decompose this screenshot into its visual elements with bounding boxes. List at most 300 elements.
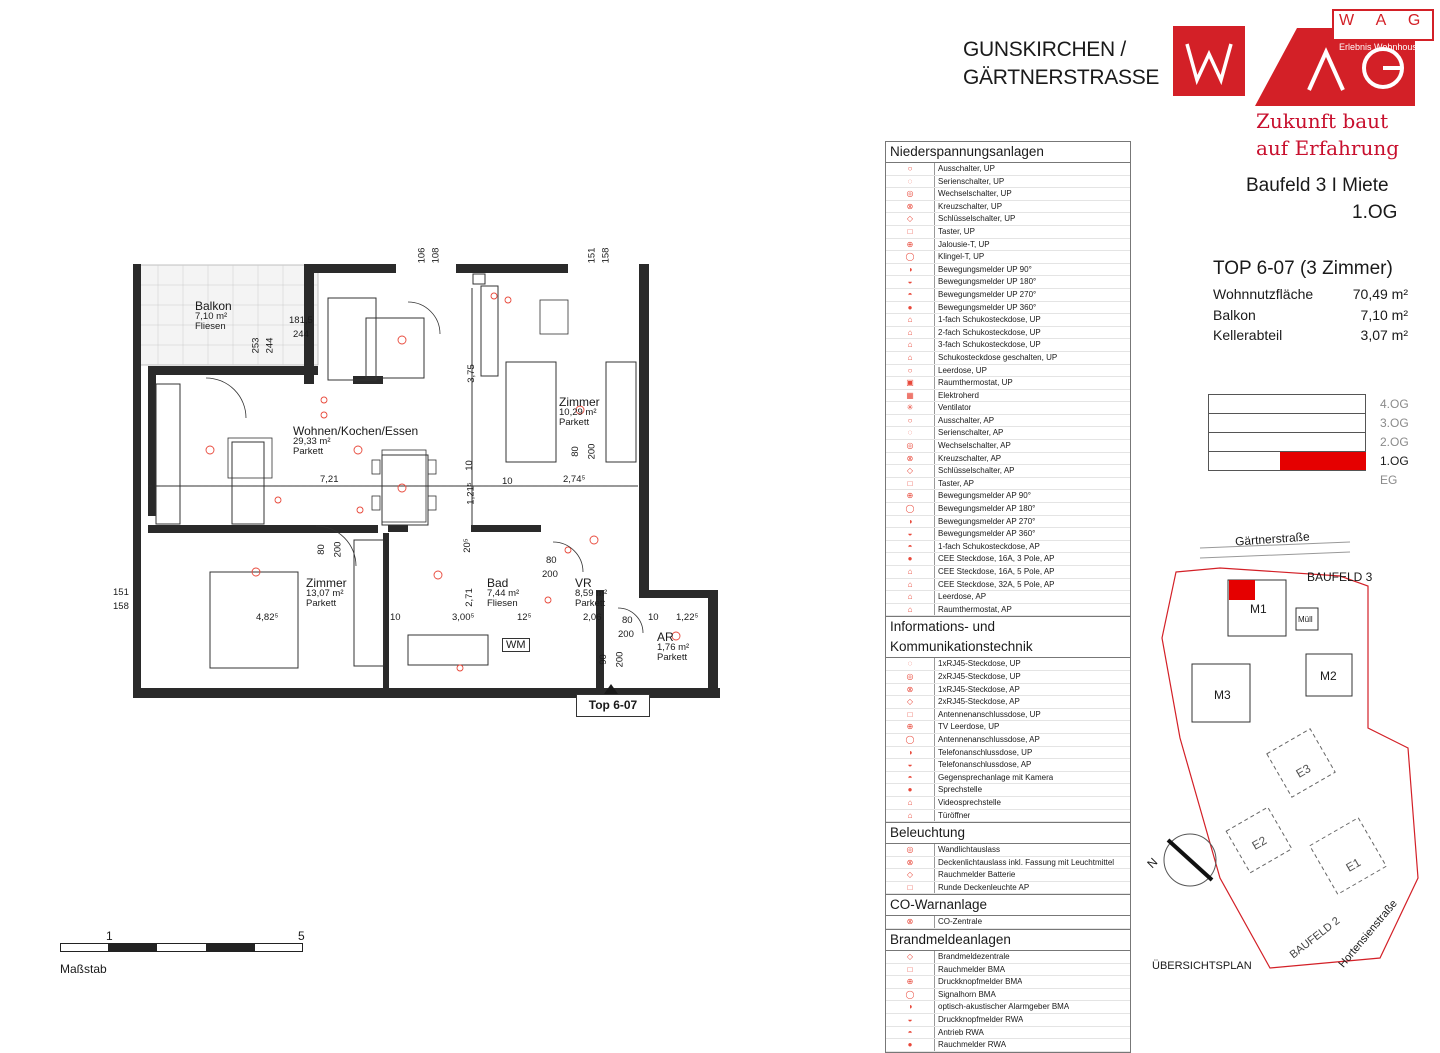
floor-level (1208, 451, 1440, 470)
dimension-label: 200 (332, 541, 344, 558)
legend-item-label: Bewegungsmelder AP 90° (938, 491, 1031, 501)
legend-symbol-icon: ⌂ (886, 339, 935, 351)
floor-plan (113, 247, 728, 715)
dimension-label: 158 (113, 601, 129, 612)
legend-row (886, 163, 1130, 176)
dimension-label: 80 (546, 555, 557, 566)
legend-symbol-icon: ▦ (886, 390, 935, 402)
legend-row (886, 857, 1130, 870)
entry-arrow-icon (604, 684, 618, 694)
dimension-label: 10 (502, 476, 513, 487)
room-floor: Parkett (575, 598, 606, 609)
room-name: Zimmer (559, 395, 600, 409)
washing-machine-label: WM (502, 638, 530, 652)
legend-symbol-icon: ◎ (886, 440, 935, 452)
legend-row (886, 453, 1130, 466)
floor-level-label: 1.OG (1380, 454, 1409, 468)
dimension-label: 2,74⁵ (563, 474, 586, 485)
legend-symbol-icon: ⊗ (886, 916, 935, 928)
room-floor: Parkett (559, 417, 590, 428)
dimension-label: 90 (597, 654, 609, 665)
legend-symbol-icon: ◓ (886, 772, 935, 784)
logo-small-text: Erlebnis Wohnhouse. (1339, 42, 1425, 52)
project-line1: GUNSKIRCHEN / (963, 38, 1126, 61)
legend-symbol-icon: ⌂ (886, 352, 935, 364)
legend-symbol-icon: ⌂ (886, 604, 935, 616)
legend-symbol-icon: ⊗ (886, 857, 935, 869)
legend-item-label: Ventilator (938, 403, 972, 413)
legend-symbol-icon: ◇ (886, 696, 935, 708)
room-name: Wohnen/Kochen/Essen (293, 424, 419, 438)
floor-label: 1.OG (1352, 202, 1398, 223)
legend-section-title: Informations- und Kommunikationstechnik (886, 617, 1130, 658)
legend-symbol-icon: ⌂ (886, 797, 935, 809)
legend-item-label: Bewegungsmelder UP 180° (938, 277, 1037, 287)
legend-symbol-icon: □ (886, 709, 935, 721)
legend-symbol-icon: ◯ (886, 503, 935, 515)
legend-symbol-icon: ◇ (886, 869, 935, 881)
legend-item-label: Wechselschalter, AP (938, 441, 1011, 451)
legend-item-label: 2-fach Schukosteckdose, UP (938, 327, 1041, 337)
dimension-label: 108 (430, 247, 442, 264)
legend-row (886, 377, 1130, 390)
dimension-label: 3,00⁵ (452, 612, 475, 623)
legend-row (886, 784, 1130, 797)
legend-item-label: Serienschalter, UP (938, 176, 1005, 186)
legend-row (886, 440, 1130, 453)
legend-symbol-icon: ⊗ (886, 201, 935, 213)
legend-item-label: Brandmeldezentrale (938, 952, 1010, 962)
legend-item-label: CEE Steckdose, 16A, 5 Pole, AP (938, 567, 1055, 576)
legend-item-label: 2xRJ45-Steckdose, UP (938, 671, 1021, 681)
legend-row (886, 465, 1130, 478)
area-row (1213, 307, 1408, 328)
legend-item-label: Deckenlichtauslass inkl. Fassung mit Leuchtmittel (938, 857, 1115, 867)
legend-section-title: CO-Warnanlage (886, 895, 1130, 916)
unit-areas (1213, 286, 1408, 348)
legend-row (886, 365, 1130, 378)
room-area: 7,44 m² (487, 588, 520, 599)
legend-row (886, 951, 1130, 964)
legend-row (886, 415, 1130, 428)
room-floor: Parkett (293, 446, 324, 457)
floor-level (1208, 432, 1440, 451)
dimension-label: 10 (390, 612, 401, 623)
legend-symbol-icon: ⊗ (886, 453, 935, 465)
floor-level-label: 3.OG (1380, 416, 1409, 430)
legend-section (886, 894, 1130, 929)
legend-item-label: Antennenanschlussdose, UP (938, 709, 1041, 719)
room-floor: Fliesen (487, 598, 518, 609)
legend-row (886, 188, 1130, 201)
building-label: E3 (1293, 761, 1314, 781)
room-wohnen (293, 425, 418, 457)
project-title (963, 36, 1159, 92)
legend-symbol-icon: ⌂ (886, 579, 935, 591)
building-label: M1 (1250, 602, 1267, 616)
floor-level (1208, 413, 1440, 432)
legend-symbol-icon: ◎ (886, 188, 935, 200)
legend-item-label: Antennenanschlussdose, AP (938, 734, 1040, 744)
street-label: Hortensienstraße (1336, 897, 1400, 971)
dimension-label: 80 (315, 544, 327, 555)
room-name: VR (575, 576, 592, 590)
legend-symbol-icon: ◎ (886, 671, 935, 683)
legend-item-label: Bewegungsmelder UP 90° (938, 264, 1032, 274)
legend-symbol-icon: ◓ (886, 541, 935, 553)
legend-row (886, 201, 1130, 214)
legend-row (886, 658, 1130, 671)
legend-symbol-icon: ⊕ (886, 490, 935, 502)
legend-row (886, 844, 1130, 857)
legend-section (886, 929, 1130, 1052)
dimension-label: 106 (416, 247, 428, 264)
floor-line (1208, 394, 1366, 413)
floor-level-label: 4.OG (1380, 397, 1409, 411)
floor-line (1208, 413, 1366, 432)
legend-item-label: CO-Zentrale (938, 917, 983, 927)
legend-item-label: Elektroherd (938, 390, 979, 400)
area-value: 3,07 m² (1360, 327, 1408, 343)
legend-symbol-icon: ◑ (886, 516, 935, 528)
legend-item-label: 1xRJ45-Steckdose, AP (938, 684, 1020, 694)
area-value: 7,10 m² (1360, 306, 1408, 323)
legend-row (886, 1039, 1130, 1052)
legend-item-label: Gegensprechanlage mit Kamera (938, 772, 1054, 782)
legend-item-label: Jalousie-T, UP (938, 239, 990, 249)
legend-row (886, 772, 1130, 785)
legend-symbol-icon: ● (886, 302, 935, 314)
w-letter-icon (1173, 26, 1245, 96)
room-balkon (195, 300, 232, 332)
area-value: 70,49 m² (1352, 286, 1408, 302)
dimension-label: 151 (586, 247, 598, 264)
legend-row (886, 810, 1130, 823)
room-name: Bad (487, 576, 509, 590)
dimension-label: 4,82⁵ (256, 612, 279, 623)
legend-symbol-icon: ○ (886, 415, 935, 427)
dimension-label: 20⁵ (461, 538, 473, 553)
dimension-label: 80 (569, 446, 581, 457)
legend-item-label: Telefonanschlussdose, AP (938, 760, 1032, 770)
legend-row (886, 503, 1130, 516)
legend-item-label: Antrieb RWA (938, 1027, 984, 1037)
legend-row (886, 797, 1130, 810)
dimension-label: 7,21 (320, 474, 339, 485)
legend-symbol-icon: ● (886, 553, 935, 565)
legend-item-label: 3-fach Schukosteckdose, UP (938, 340, 1041, 350)
legend-row (886, 869, 1130, 882)
building-label: E2 (1249, 833, 1270, 853)
room-floor: Parkett (657, 652, 688, 663)
scale-label: Maßstab (60, 962, 107, 976)
legend-item-label: Ausschalter, AP (938, 415, 995, 425)
legend-symbol-icon: ▣ (886, 377, 935, 389)
baufeld-info (1246, 172, 1398, 223)
legend-item-label: Druckknopfmelder RWA (938, 1015, 1024, 1025)
baufeld2-label: BAUFELD 2 (1287, 914, 1343, 962)
dimension-label: 2,06 (583, 612, 602, 623)
legend-item-label: Leerdose, AP (938, 592, 987, 602)
legend-symbol-icon: ⌂ (886, 591, 935, 603)
legend-item-label: Bewegungsmelder AP 360° (938, 529, 1036, 539)
legend-symbol-icon: ⊕ (886, 721, 935, 733)
room-floor: Parkett (306, 598, 337, 609)
legend-symbol-icon: ✳ (886, 402, 935, 414)
legend-item-label: Ausschalter, UP (938, 164, 995, 173)
area-label: Kellerabteil (1213, 327, 1283, 343)
legend-section (886, 142, 1130, 616)
dimension-label: 1,21⁵ (465, 482, 477, 505)
unit-tag: Top 6-07 (576, 694, 650, 717)
legend-symbol-icon: ⊕ (886, 239, 935, 251)
legend-row (886, 541, 1130, 554)
legend-item-label: Raumthermostat, AP (938, 604, 1012, 614)
legend-symbol-icon: ◒ (886, 1014, 935, 1026)
legend-row (886, 339, 1130, 352)
dimension-label: 151 (113, 587, 129, 598)
legend-symbol-icon: ⌂ (886, 327, 935, 339)
legend-row (886, 696, 1130, 709)
dimension-label: 10 (648, 612, 659, 623)
legend-row (886, 591, 1130, 604)
floor-line (1208, 470, 1366, 489)
legend-symbol-icon: ◒ (886, 276, 935, 288)
dimension-label: 200 (542, 569, 558, 580)
legend-item-label: Schukosteckdose geschalten, UP (938, 352, 1058, 362)
room-name: AR (657, 630, 674, 644)
room-name: Balkon (195, 299, 232, 313)
legend-row (886, 721, 1130, 734)
baufeld-label: Baufeld 3 I Miete (1246, 175, 1389, 196)
room-area: 29,33 m² (293, 436, 331, 447)
legend-symbol-icon: ● (886, 784, 935, 796)
dimension-label: 244 (264, 337, 276, 354)
legend-item-label: Videosprechstelle (938, 797, 1002, 807)
dimension-label: 12⁵ (517, 612, 532, 623)
area-label: Wohnnutzfläche (1213, 286, 1314, 302)
room-ar (657, 631, 689, 663)
room-floor: Fliesen (195, 321, 226, 332)
room-vr (575, 577, 607, 609)
legend-row (886, 478, 1130, 491)
legend-symbol-icon: ◓ (886, 289, 935, 301)
legend-symbol-icon: ◌ (886, 176, 935, 188)
legend-symbol-icon: ⌂ (886, 314, 935, 326)
legend-symbol-icon: ◑ (886, 264, 935, 276)
site-plan (1140, 528, 1440, 983)
dimension-label: 1,22⁵ (676, 612, 699, 623)
legend-symbol-icon: ◑ (886, 1001, 935, 1013)
legend-symbol-icon: ◒ (886, 528, 935, 540)
legend-section-title: Niederspannungsanlagen (886, 142, 1130, 163)
legend-item-label: TV Leerdose, UP (938, 722, 1000, 732)
legend-item-label: CEE Steckdose, 16A, 3 Pole, AP (938, 554, 1055, 564)
legend-item-label: Sprechstelle (938, 785, 983, 795)
slogan (1256, 108, 1399, 162)
legend-symbol-icon: ◇ (886, 213, 935, 225)
dimension-label: 158 (600, 247, 612, 264)
legend-row (886, 671, 1130, 684)
legend-item-label: Türöffner (938, 810, 971, 820)
legend-row (886, 327, 1130, 340)
legend-symbol-icon: ◇ (886, 465, 935, 477)
legend-row (886, 402, 1130, 415)
legend-item-label: Druckknopfmelder BMA (938, 977, 1023, 987)
legend-symbol-icon: □ (886, 882, 935, 894)
legend-symbol-icon: □ (886, 226, 935, 238)
legend-symbol-icon: ◌ (886, 427, 935, 439)
room-bad (487, 577, 519, 609)
legend-section (886, 616, 1130, 822)
dimension-label: 200 (618, 629, 634, 640)
dimension-label: 3,75 (465, 364, 477, 383)
legend-row (886, 226, 1130, 239)
room-area: 13,07 m² (306, 588, 344, 599)
baufeld3-label: BAUFELD 3 (1307, 570, 1373, 584)
legend-item-label: Bewegungsmelder UP 270° (938, 289, 1037, 299)
legend-item-label: Kreuzschalter, UP (938, 201, 1003, 211)
legend-item-label: Bewegungsmelder AP 180° (938, 504, 1036, 514)
legend-item-label: Kreuzschalter, AP (938, 453, 1002, 463)
legend-row (886, 176, 1130, 189)
legend-row (886, 747, 1130, 760)
legend-symbol-icon: ○ (886, 163, 935, 175)
room-zimmer-1 (559, 396, 600, 428)
legend-item-label: optisch-akustischer Alarmgeber BMA (938, 1002, 1070, 1012)
legend-item-label: 2xRJ45-Steckdose, AP (938, 697, 1020, 707)
legend-item-label: Signalhorn BMA (938, 989, 996, 999)
legend-item-label: CEE Steckdose, 32A, 5 Pole, AP (938, 579, 1055, 589)
legend-row (886, 314, 1130, 327)
legend-row (886, 684, 1130, 697)
area-row (1213, 327, 1408, 348)
legend-symbol-icon: □ (886, 964, 935, 976)
legend-row (886, 213, 1130, 226)
legend-item-label: Schlüsselschalter, UP (938, 214, 1016, 224)
building-label: M3 (1214, 688, 1231, 702)
legend-symbol-icon: ◒ (886, 759, 935, 771)
dimension-label: 253 (250, 337, 262, 354)
wag-logo-w-block (1173, 26, 1245, 96)
legend-symbol-icon: ⊗ (886, 684, 935, 696)
legend-symbol-icon: ◇ (886, 951, 935, 963)
legend-row (886, 882, 1130, 895)
legend-item-label: Serienschalter, AP (938, 428, 1004, 438)
legend-item-label: Telefonanschlussdose, UP (938, 747, 1033, 757)
legend-row (886, 759, 1130, 772)
legend-item-label: Rauchmelder BMA (938, 964, 1006, 974)
legend-row (886, 976, 1130, 989)
project-line2: GÄRTNERSTRASSE (963, 66, 1160, 89)
building-label: M2 (1320, 669, 1337, 683)
floor-level-label: 2.OG (1380, 435, 1409, 449)
room-zimmer-2 (306, 577, 347, 609)
floor-indicator (1208, 394, 1440, 489)
legend-row (886, 264, 1130, 277)
room-area: 8,59 m² (575, 588, 608, 599)
legend-symbol-icon: ◯ (886, 251, 935, 263)
legend-symbol-icon: ⌂ (886, 810, 935, 822)
legend-row (886, 1001, 1130, 1014)
floor-level-label: EG (1380, 473, 1398, 487)
room-area: 10,29 m² (559, 407, 597, 418)
legend-row (886, 390, 1130, 403)
legend-item-label: Bewegungsmelder UP 360° (938, 302, 1037, 312)
legend-row (886, 490, 1130, 503)
room-area: 1,76 m² (657, 642, 690, 653)
legend-row (886, 516, 1130, 529)
legend-item-label: Rauchmelder RWA (938, 1040, 1007, 1050)
legend-symbol-icon: ◯ (886, 734, 935, 746)
unit-title: TOP 6-07 (3 Zimmer) (1213, 258, 1393, 279)
legend-item-label: 1-fach Schukosteckdose, AP (938, 541, 1040, 551)
legend-row (886, 276, 1130, 289)
legend-row (886, 528, 1130, 541)
legend-symbol-icon: ◌ (886, 658, 935, 670)
legend-row (886, 989, 1130, 1002)
building-label: E1 (1343, 855, 1364, 875)
wag-logo (1255, 8, 1435, 108)
legend-row (886, 709, 1130, 722)
dimension-label: 80 (622, 615, 633, 626)
room-area: 7,10 m² (195, 311, 228, 322)
legend-item-label: Wandlichtauslass (938, 845, 1000, 855)
dimension-label: 181,5 (289, 315, 313, 326)
legend-table (885, 141, 1131, 1053)
legend-item-label: Taster, AP (938, 478, 975, 488)
legend-symbol-icon: ○ (886, 365, 935, 377)
dimension-label: 200 (614, 651, 626, 668)
legend-item-label: Wechselschalter, UP (938, 189, 1012, 199)
legend-row (886, 553, 1130, 566)
scale-bar-icon (60, 943, 310, 955)
legend-row (886, 1014, 1130, 1027)
logo-letters: W A G (1339, 12, 1430, 29)
legend-row (886, 579, 1130, 592)
dimension-label: 10 (463, 460, 475, 471)
slogan-line2: auf Erfahrung (1256, 136, 1400, 160)
site-plan-caption: ÜBERSICHTSPLAN (1152, 960, 1252, 972)
dimension-label: 2,71 (463, 588, 475, 607)
legend-symbol-icon: ◯ (886, 989, 935, 1001)
legend-row (886, 566, 1130, 579)
scale-tick-5: 5 (298, 929, 305, 943)
dimension-label: 244 (293, 329, 309, 340)
legend-row (886, 916, 1130, 929)
current-floor-marker (1280, 452, 1366, 470)
legend-symbol-icon: ⌂ (886, 566, 935, 578)
legend-symbol-icon: □ (886, 478, 935, 490)
legend-item-label: Rauchmelder Batterie (938, 870, 1016, 880)
legend-symbol-icon: ◑ (886, 747, 935, 759)
legend-item-label: 1xRJ45-Steckdose, UP (938, 659, 1021, 669)
legend-item-label: 1-fach Schukosteckdose, UP (938, 315, 1041, 325)
legend-item-label: Runde Deckenleuchte AP (938, 882, 1030, 892)
legend-item-label: Klingel-T, UP (938, 252, 985, 262)
dimension-label: 200 (586, 443, 598, 460)
room-name: Zimmer (306, 576, 347, 590)
legend-row (886, 302, 1130, 315)
legend-symbol-icon: ● (886, 1039, 935, 1051)
legend-section-title: Brandmeldeanlagen (886, 930, 1130, 951)
legend-symbol-icon: ⊕ (886, 976, 935, 988)
legend-row (886, 352, 1130, 365)
area-label: Balkon (1213, 306, 1256, 323)
legend-row (886, 251, 1130, 264)
floor-level (1208, 470, 1440, 489)
building-label: Müll (1298, 615, 1313, 624)
